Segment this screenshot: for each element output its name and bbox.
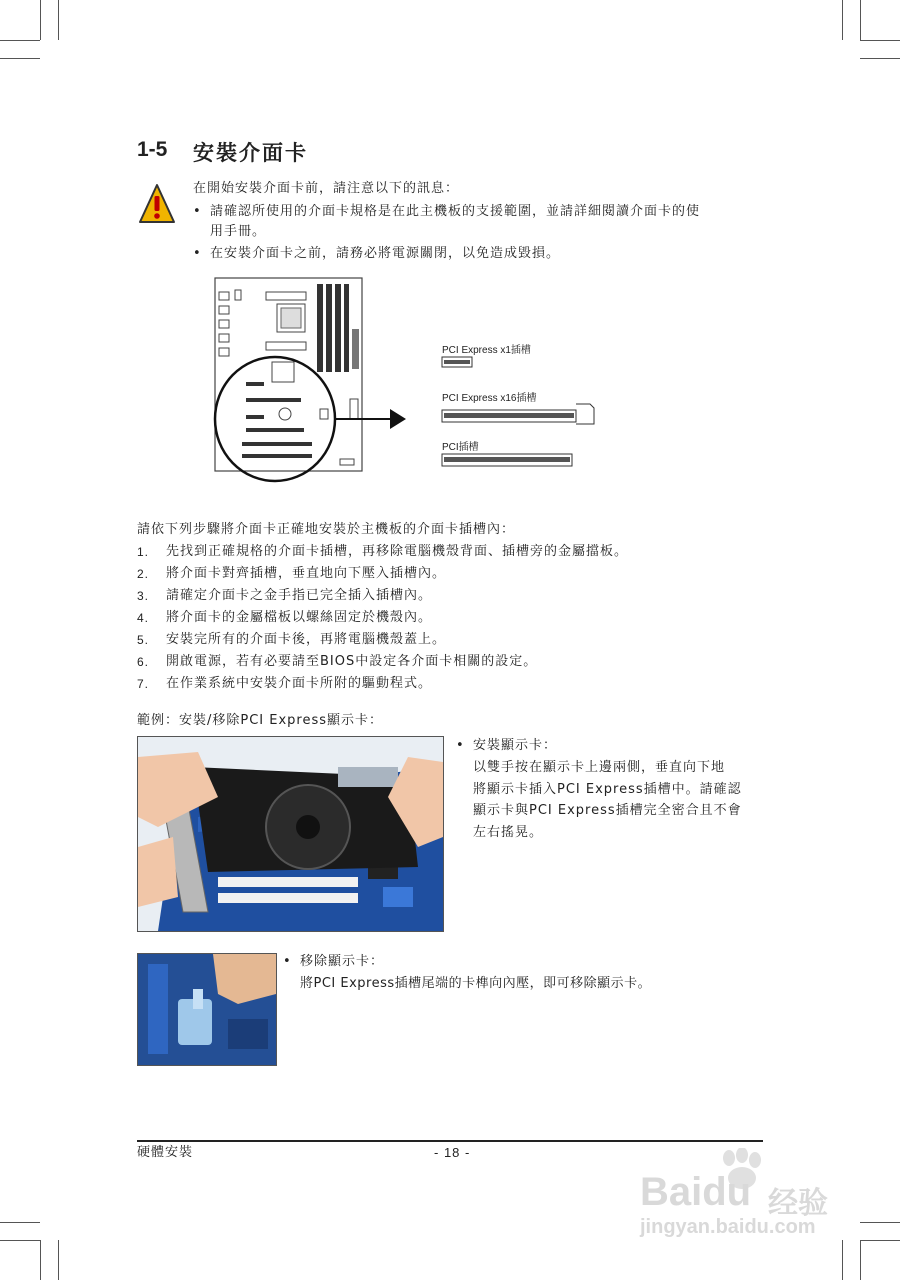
remove-text: 將PCI Express插槽尾端的卡榫向內壓，即可移除顯示卡。: [300, 976, 652, 991]
crop-mark: [860, 40, 900, 41]
page-number: - 18 -: [434, 1145, 471, 1160]
slot-label-pcie-x16: PCI Express x16插槽: [442, 393, 537, 404]
step-number: 2.: [137, 567, 150, 581]
footer-rule: [137, 1140, 763, 1142]
remove-photo: [137, 953, 277, 1066]
install-line: 以雙手按在顯示卡上邊兩側，垂直向下地: [473, 760, 726, 775]
step-text: 安裝完所有的介面卡後，再將電腦機殼蓋上。: [166, 632, 447, 647]
notice-bullet-cont: 用手冊。: [210, 224, 267, 239]
step-number: 7.: [137, 677, 150, 691]
watermark-brand-left: Bai: [640, 1170, 703, 1214]
warning-icon: [138, 182, 176, 226]
watermark-brand-cn: 经验: [768, 1187, 828, 1220]
footer-section: 硬體安裝: [137, 1145, 194, 1160]
crop-mark: [860, 1240, 900, 1241]
step-number: 4.: [137, 611, 150, 625]
steps-intro: 請依下列步驟將介面卡正確地安裝於主機板的介面卡插槽內：: [137, 522, 516, 537]
example-heading: 範例：安裝/移除PCI Express顯示卡：: [137, 713, 384, 728]
step-text: 開啟電源，若有必要請至BIOS中設定各介面卡相關的設定。: [166, 654, 538, 669]
step-text: 請確定介面卡之金手指已完全插入插槽內。: [166, 588, 433, 603]
crop-mark: [58, 0, 59, 40]
crop-mark: [860, 1222, 900, 1223]
step-text: 將介面卡對齊插槽，垂直地向下壓入插槽內。: [166, 566, 447, 581]
crop-mark: [842, 0, 843, 40]
notice-intro: 在開始安裝介面卡前，請注意以下的訊息：: [193, 181, 460, 196]
motherboard-diagram: [210, 274, 610, 490]
crop-mark: [0, 1240, 40, 1241]
install-line: 顯示卡與PCI Express插槽完全密合且不會: [473, 803, 742, 818]
install-photo: [137, 736, 444, 932]
install-line: 將顯示卡插入PCI Express插槽中。請確認: [473, 782, 742, 797]
crop-mark: [860, 1240, 861, 1280]
baidu-watermark: [640, 1148, 860, 1248]
crop-mark: [860, 58, 900, 59]
crop-mark: [860, 0, 861, 40]
crop-mark: [0, 1222, 40, 1223]
crop-mark: [0, 40, 40, 41]
slot-label-pcie-x1: PCI Express x1插槽: [442, 345, 531, 356]
step-text: 將介面卡的金屬檔板以螺絲固定於機殼內。: [166, 610, 433, 625]
slot-label-pci: PCI插槽: [442, 442, 479, 453]
notice-bullet: • 在安裝介面卡之前，請務必將電源關閉，以免造成毀損。: [210, 244, 560, 264]
install-line: 左右搖晃。: [473, 825, 544, 840]
crop-mark: [40, 1240, 41, 1280]
watermark-brand-right: du: [702, 1170, 752, 1214]
step-number: 3.: [137, 589, 150, 603]
crop-mark: [40, 0, 41, 40]
notice-bullet: • 請確認所使用的介面卡規格是在此主機板的支援範圍，並請詳細閱讀介面卡的使: [210, 202, 700, 222]
section-title: 安裝介面卡: [193, 141, 308, 165]
remove-title: • 移除顯示卡：: [300, 952, 384, 972]
step-number: 1.: [137, 545, 150, 559]
step-number: 6.: [137, 655, 150, 669]
crop-mark: [58, 1240, 59, 1280]
step-text: 在作業系統中安裝介面卡所附的驅動程式。: [166, 676, 433, 691]
section-number: 1-5: [137, 138, 168, 161]
crop-mark: [0, 58, 40, 59]
step-text: 先找到正確規格的介面卡插槽，再移除電腦機殼背面、插槽旁的金屬擋板。: [166, 544, 629, 559]
watermark-url: jingyan.baidu.com: [640, 1216, 816, 1238]
install-title: • 安裝顯示卡：: [473, 736, 557, 756]
step-number: 5.: [137, 633, 150, 647]
